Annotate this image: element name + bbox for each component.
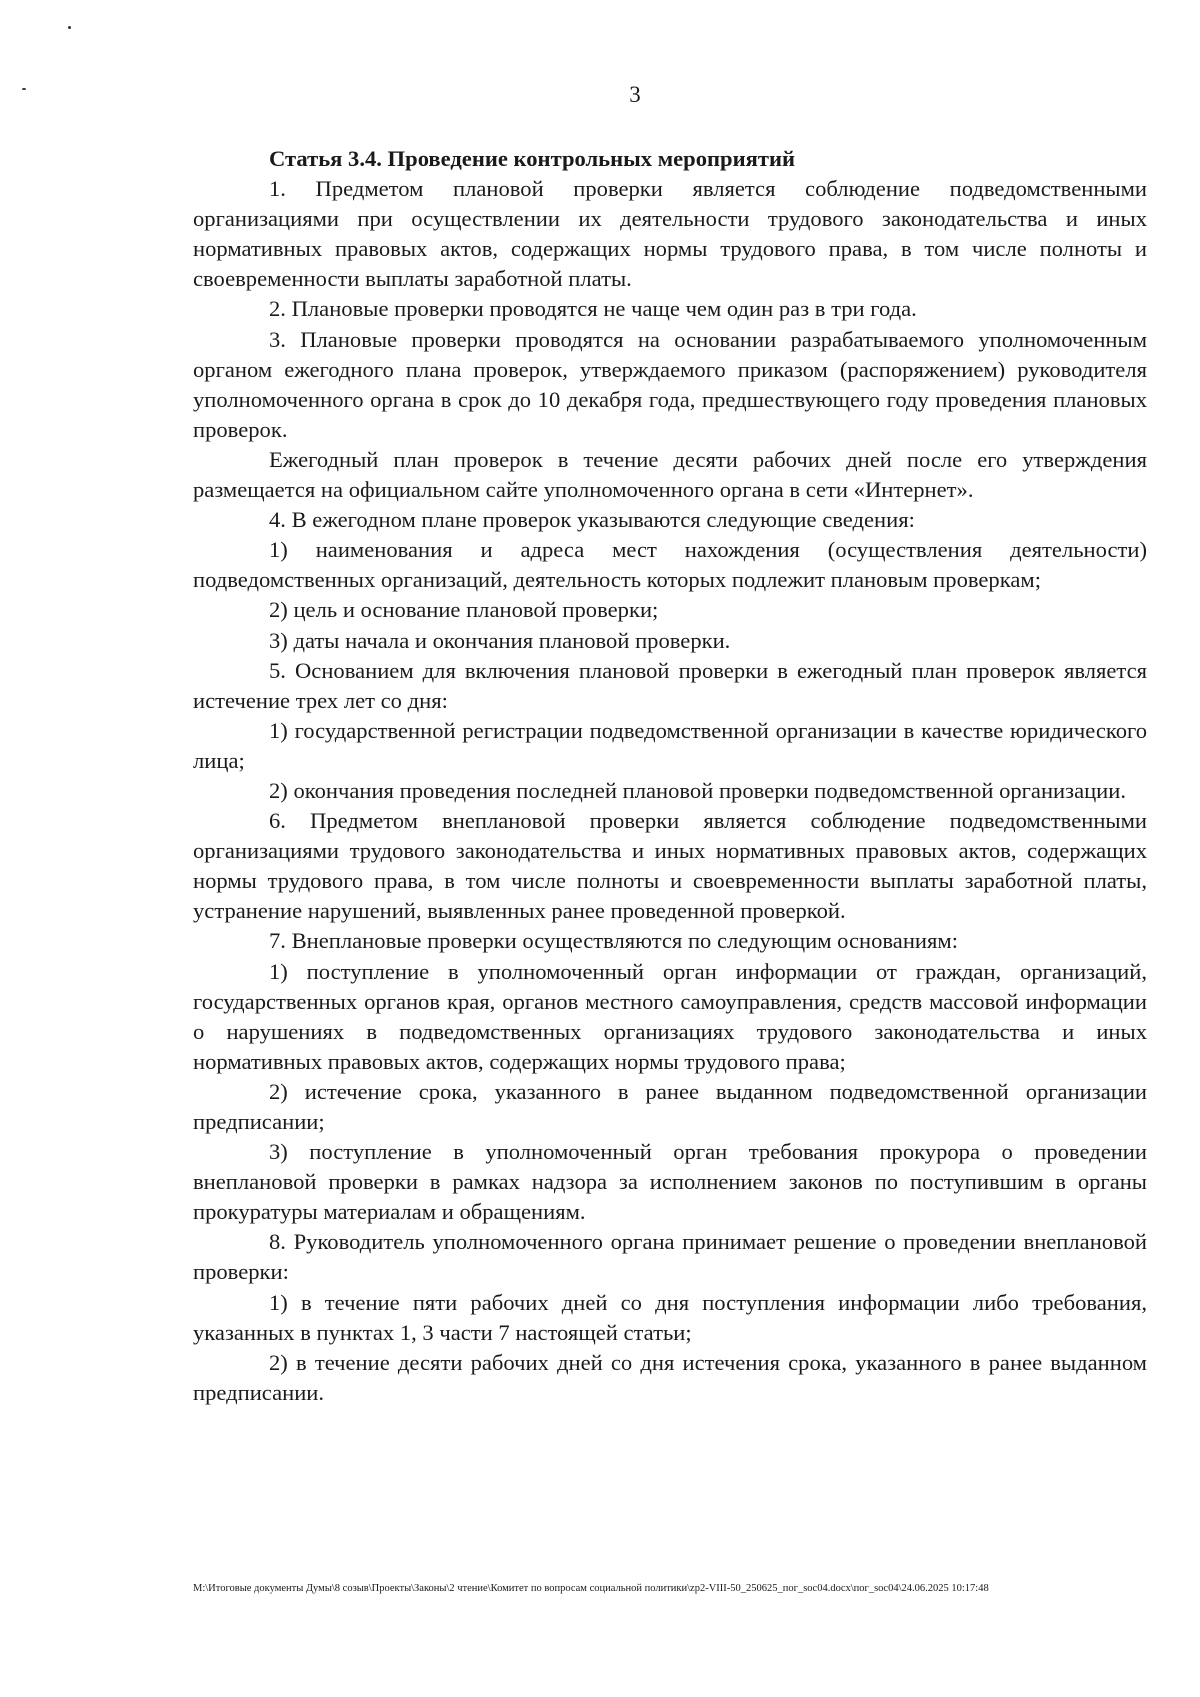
- paragraph: 1) поступление в уполномоченный орган информации от граждан, организаций, государственных органов края, органов местного самоуправления, средств массовой информации о нарушениях в подведомственных организациях трудового законодательства и иных нормативных правовых актов, содержащих нормы трудового права;: [193, 958, 1147, 1074]
- paragraph: 2) в течение десяти рабочих дней со дня истечения срока, указанного в ранее выданном предписании.: [193, 1349, 1147, 1405]
- scan-speck: [68, 26, 71, 29]
- document-body: [193, 144, 1147, 1408]
- paragraph: 6. Предметом внеплановой проверки является соблюдение подведомственными организациями трудового законодательства и иных нормативных правовых актов, содержащих нормы трудового права, в том числе полноты и своевременности выплаты заработной платы, устранение нарушений, выявленных ранее проведенной проверкой.: [193, 808, 1147, 924]
- paragraph: 1) наименования и адреса мест нахождения (осуществления деятельности) подведомственных организаций, деятельность которых подлежит плановым проверкам;: [193, 537, 1147, 593]
- paragraph: 1) в течение пяти рабочих дней со дня поступления информации либо требования, указанных в пунктах 1, 3 части 7 настоящей статьи;: [193, 1289, 1147, 1345]
- page-number: 3: [629, 82, 641, 107]
- paragraph: 2) истечение срока, указанного в ранее выданном подведомственной организации предписании;: [193, 1078, 1147, 1134]
- paragraph: 3. Плановые проверки проводятся на основании разрабатываемого уполномоченным органом ежегодного плана проверок, утверждаемого приказом (распоряжением) руководителя уполномоченного органа в срок до 10 декабря года, предшествующего году проведения плановых проверок.: [193, 326, 1147, 442]
- paragraph: 7. Внеплановые проверки осуществляются по следующим основаниям:: [269, 928, 958, 954]
- paragraph: Ежегодный план проверок в течение десяти рабочих дней после его утверждения размещается на официальном сайте уполномоченного органа в сети «Интернет».: [193, 446, 1147, 503]
- paragraph: 1) государственной регистрации подведомственной организации в качестве юридического лица;: [193, 717, 1147, 773]
- paragraph: 3) даты начала и окончания плановой проверки.: [269, 627, 731, 653]
- paragraph: 4. В ежегодном плане проверок указываются следующие сведения:: [269, 507, 915, 533]
- article-heading: Статья 3.4. Проведение контрольных мероприятий: [269, 146, 795, 171]
- paragraph: 1. Предметом плановой проверки является соблюдение подведомственными организациями при осуществлении их деятельности трудового законодательства и иных нормативных правовых актов, содержащих нормы трудового права, в том числе полноты и своевременности выплаты заработной платы.: [193, 176, 1147, 292]
- paragraph: 2. Плановые проверки проводятся не чаще чем один раз в три года.: [269, 296, 917, 322]
- paragraph: 2) окончания проведения последней плановой проверки подведомственной организации.: [269, 777, 1127, 803]
- paragraph: 3) поступление в уполномоченный орган требования прокурора о проведении внеплановой проверки в рамках надзора за исполнением законов по поступившим в органы прокуратуры материалам и обращениям.: [193, 1139, 1147, 1225]
- paragraph: 5. Основанием для включения плановой проверки в ежегодный план проверок является истечение трех лет со дня:: [193, 657, 1147, 713]
- paragraph: 2) цель и основание плановой проверки;: [269, 597, 659, 623]
- paragraph: 8. Руководитель уполномоченного органа принимает решение о проведении внеплановой проверки:: [193, 1229, 1147, 1285]
- file-path-footer: М:\Итоговые документы Думы\8 созыв\Проекты\Законы\2 чтение\Комитет по вопросам социальной политики\zp2-VIII-50_250625_пог_soc04.docx\пог_soc04\24.06.2025 10:17:48: [193, 1583, 989, 1594]
